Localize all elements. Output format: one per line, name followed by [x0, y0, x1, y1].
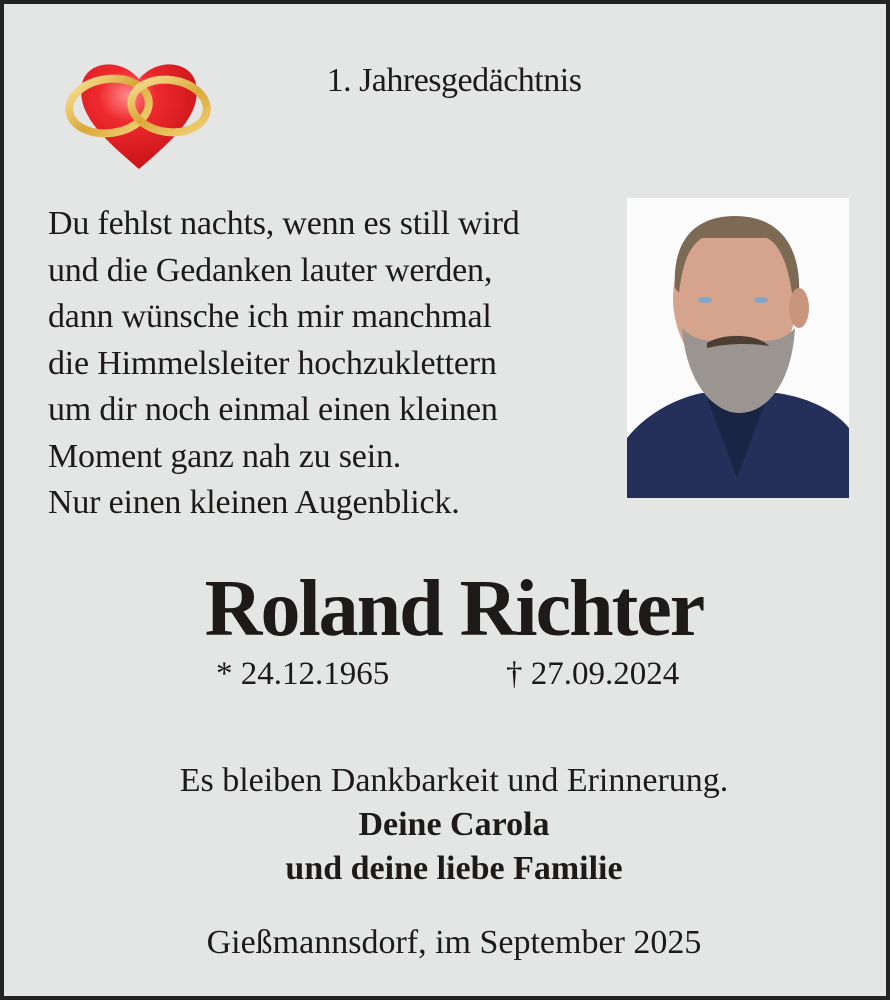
signature-line: und deine liebe Familie [285, 850, 623, 887]
poem-line: um dir noch einmal einen kleinen [48, 391, 498, 428]
portrait-photo [627, 198, 849, 498]
closing-text [4, 759, 890, 891]
poem-line: dann wünsche ich mir manchmal [48, 298, 492, 335]
birth-date: * 24.12.1965 [216, 656, 390, 692]
poem-line: Nur einen kleinen Augenblick. [48, 484, 460, 521]
poem-line: die Himmelsleiter hochzuklettern [48, 344, 497, 382]
poem-line: Moment ganz nah zu sein. [48, 437, 402, 475]
poem [48, 201, 608, 527]
deceased-name: Roland Richter [204, 565, 704, 653]
memorial-heading: 1. Jahresgedächtnis [326, 62, 582, 99]
poem-line: Du fehlst nachts, wenn es still wird [48, 205, 520, 242]
place-date: Gießmannsdorf, im September 2025 [206, 924, 702, 961]
poem-line: und die Gedanken lauter werden, [48, 251, 493, 289]
closing-line: Es bleiben Dankbarkeit und Erinnerung. [179, 762, 729, 799]
signature-line: Deine Carola [358, 806, 550, 843]
death-date: † 27.09.2024 [506, 656, 680, 692]
